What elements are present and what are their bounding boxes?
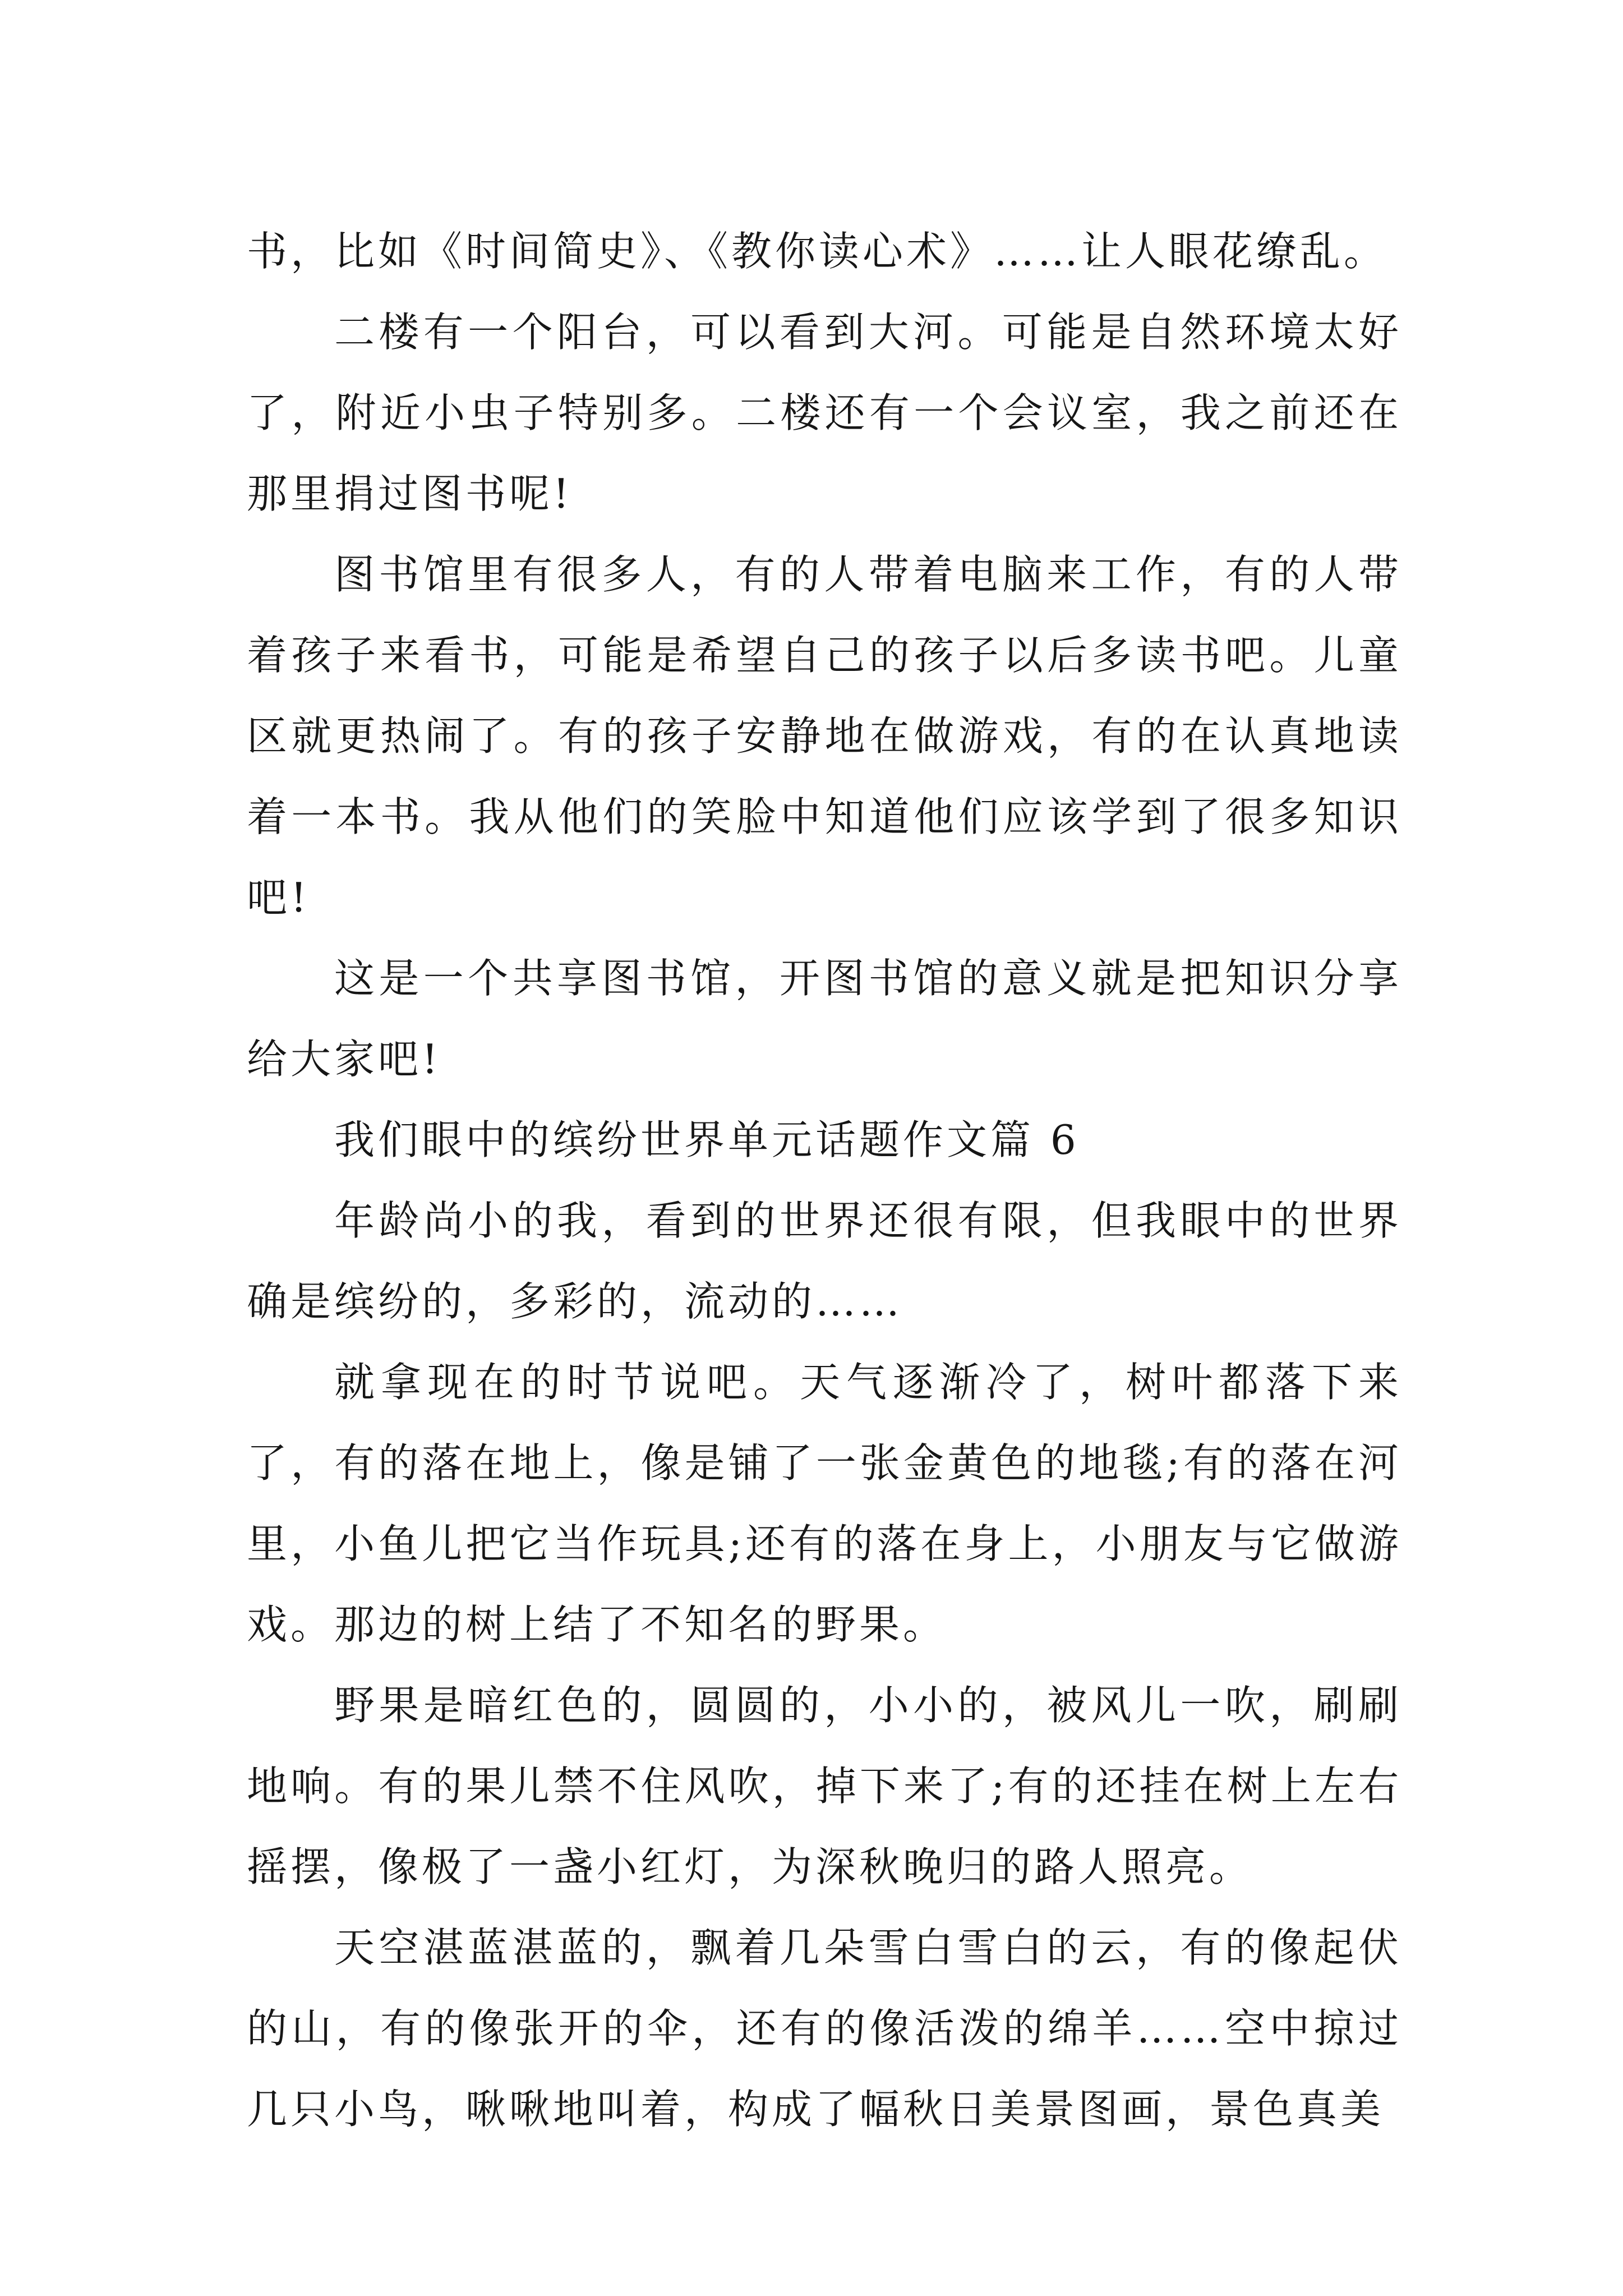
paragraph-shared-library: 这是一个共享图书馆，开图书馆的意义就是把知识分享给大家吧! — [247, 955, 1402, 1083]
paragraph-balcony: 二楼有一个阳台，可以看到大河。可能是自然环境太好了，附近小虫子特别多。二楼还有一个会议室，我之前还在那里捐过图书呢! — [247, 309, 1402, 517]
paragraph-blue-sky: 天空湛蓝湛蓝的，飘着几朵雪白雪白的云，有的像起伏的山，有的像张开的伞，还有的像活泼的绵羊……空中掠过几只小鸟，啾啾地叫着，构成了幅秋日美景图画，景色真美 — [247, 1924, 1402, 2133]
document-body — [247, 211, 1402, 2150]
paragraph-wild-fruit: 野果是暗红色的，圆圆的，小小的，被风儿一吹，刷刷地响。有的果儿禁不住风吹，掉下来了;有的还挂在树上左右摇摆，像极了一盏小红灯，为深秋晚归的路人照亮。 — [247, 1682, 1402, 1890]
section-heading: 我们眼中的缤纷世界单元话题作文篇 6 — [334, 1116, 1080, 1163]
paragraph-library-people: 图书馆里有很多人，有的人带着电脑来工作，有的人带着孩子来看书，可能是希望自己的孩子以后多读书吧。儿童区就更热闹了。有的孩子安静地在做游戏，有的在认真地读着一本书。我从他们的笑脸中知道他们应该学到了很多知识吧! — [247, 551, 1402, 921]
paragraph-world-intro: 年龄尚小的我，看到的世界还很有限，但我眼中的世界确是缤纷的，多彩的，流动的…… — [247, 1197, 1402, 1325]
paragraph-continuation: 书，比如《时间简史》、《教你读心术》……让人眼花缭乱。 — [247, 228, 1388, 275]
paragraph-falling-leaves: 就拿现在的时节说吧。天气逐渐冷了，树叶都落下来了，有的落在地上，像是铺了一张金黄色的地毯;有的落在河里，小鱼儿把它当作玩具;还有的落在身上，小朋友与它做游戏。那边的树上结了不知名的野果。 — [247, 1359, 1402, 1648]
